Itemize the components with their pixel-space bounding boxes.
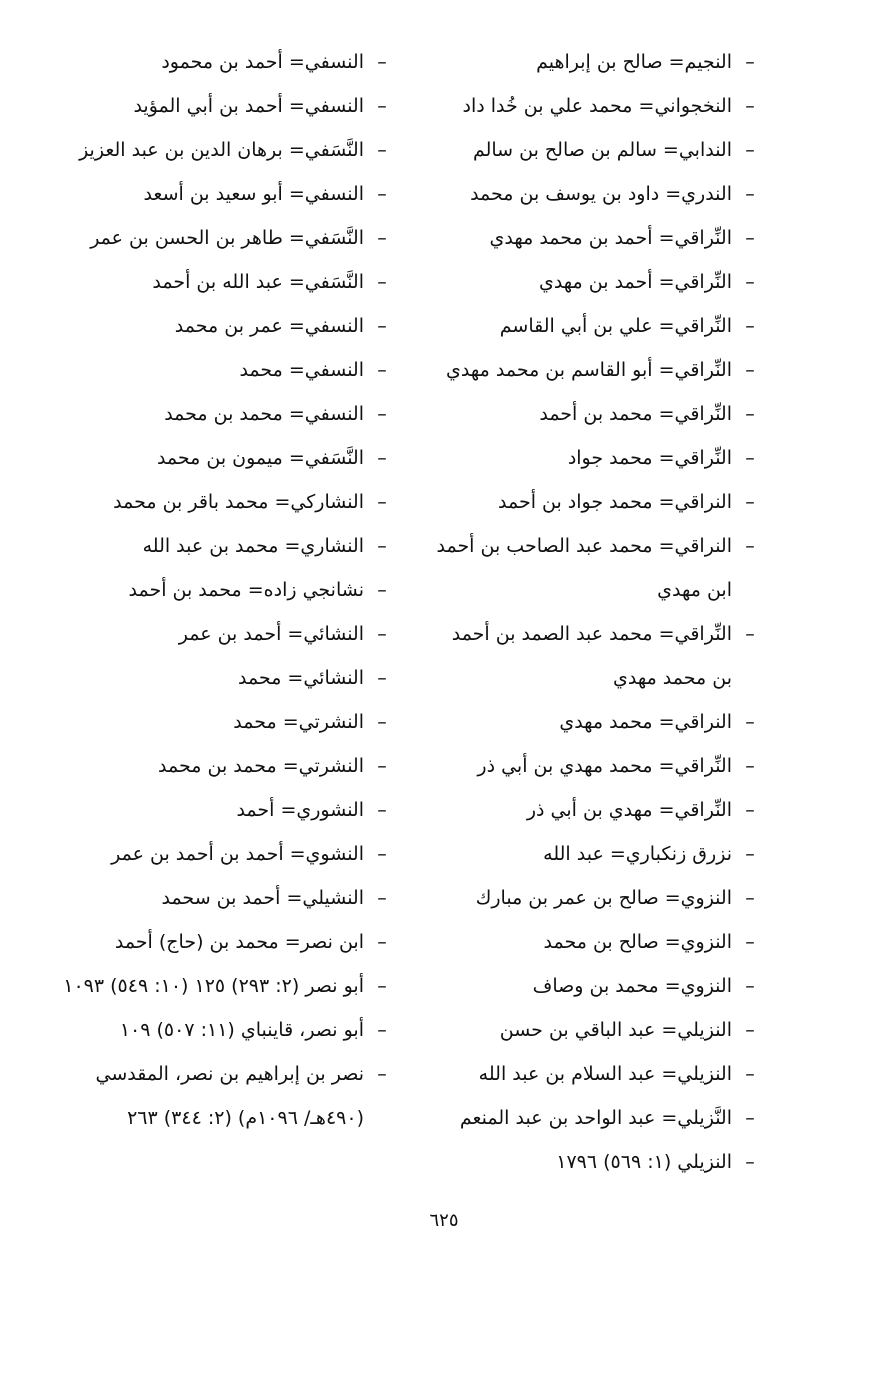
index-entry bbox=[70, 612, 390, 656]
entry-dash: – bbox=[377, 535, 387, 557]
entry-text: النسفي= أحمد بن أبي المؤيد bbox=[133, 95, 364, 117]
entry-text: النِّراقي= محمد عبد الصمد بن أحمد بن محمد مهدي bbox=[451, 623, 732, 689]
index-entry bbox=[70, 480, 390, 524]
entry-dash: – bbox=[377, 1019, 387, 1041]
entry-text: النشاري= محمد بن عبد الله bbox=[142, 535, 364, 557]
entry-text: النِّراقي= محمد جواد bbox=[567, 447, 732, 469]
page-number: ٦٢٥ bbox=[429, 1210, 459, 1231]
index-entry bbox=[70, 524, 390, 568]
entry-dash: – bbox=[745, 887, 755, 909]
entry-text: النسفي= محمد bbox=[239, 359, 364, 381]
index-entry bbox=[70, 436, 390, 480]
index-entry bbox=[70, 744, 390, 788]
index-entry bbox=[428, 700, 758, 744]
entry-text: النزيلي (١: ٥٦٩) ١٧٩٦ bbox=[556, 1151, 732, 1173]
entry-dash: – bbox=[377, 711, 387, 733]
index-entry bbox=[70, 1052, 390, 1140]
entry-dash: – bbox=[377, 579, 387, 601]
entry-text: النشوي= أحمد بن أحمد بن عمر bbox=[111, 843, 364, 865]
entry-dash: – bbox=[745, 403, 755, 425]
entry-dash: – bbox=[377, 1063, 387, 1085]
entry-text: النسفي= أبو سعيد بن أسعد bbox=[143, 183, 364, 205]
index-entry bbox=[70, 348, 390, 392]
entry-dash: – bbox=[745, 183, 755, 205]
index-entry bbox=[428, 832, 758, 876]
entry-dash: – bbox=[745, 711, 755, 733]
index-entry bbox=[428, 480, 758, 524]
index-entry bbox=[428, 876, 758, 920]
index-entry bbox=[428, 1052, 758, 1096]
entry-text: النِّراقي= أحمد بن محمد مهدي bbox=[489, 227, 732, 249]
index-entry bbox=[428, 1096, 758, 1140]
entry-text: النَّسَفي= ميمون بن محمد bbox=[156, 447, 364, 469]
entry-text: النسفي= محمد بن محمد bbox=[164, 403, 364, 425]
index-entry bbox=[70, 920, 390, 964]
entry-dash: – bbox=[745, 931, 755, 953]
entry-text: النِّراقي= محمد مهدي بن أبي ذر bbox=[477, 755, 732, 777]
index-entry bbox=[70, 876, 390, 920]
index-entry bbox=[428, 920, 758, 964]
index-entry bbox=[428, 304, 758, 348]
index-entry bbox=[70, 1008, 390, 1052]
entry-dash: – bbox=[745, 1019, 755, 1041]
index-entry bbox=[428, 788, 758, 832]
entry-dash: – bbox=[745, 51, 755, 73]
entry-dash: – bbox=[377, 623, 387, 645]
entry-text: النِّراقي= علي بن أبي القاسم bbox=[499, 315, 732, 337]
entry-dash: – bbox=[377, 139, 387, 161]
entry-dash: – bbox=[745, 271, 755, 293]
entry-text: النِّراقي= أبو القاسم بن محمد مهدي bbox=[446, 359, 732, 381]
index-entry bbox=[428, 744, 758, 788]
entry-dash: – bbox=[377, 447, 387, 469]
entry-dash: – bbox=[377, 359, 387, 381]
entry-dash: – bbox=[745, 315, 755, 337]
index-entry bbox=[428, 216, 758, 260]
entry-dash: – bbox=[745, 1063, 755, 1085]
entry-dash: – bbox=[745, 975, 755, 997]
index-entry bbox=[428, 260, 758, 304]
index-entry bbox=[70, 832, 390, 876]
entry-dash: – bbox=[745, 1107, 755, 1129]
entry-text: الندري= داود بن يوسف بن محمد bbox=[470, 183, 732, 205]
index-entry bbox=[428, 1008, 758, 1052]
entry-dash: – bbox=[377, 95, 387, 117]
entry-text: النزيلي= عبد السلام بن عبد الله bbox=[478, 1063, 732, 1085]
entry-dash: – bbox=[377, 227, 387, 249]
index-entry bbox=[70, 700, 390, 744]
index-entry bbox=[428, 172, 758, 216]
entry-dash: – bbox=[377, 975, 387, 997]
index-entry bbox=[428, 392, 758, 436]
entry-text: النشائي= محمد bbox=[237, 667, 364, 689]
entry-text: ابن نصر= محمد بن (حاج) أحمد bbox=[114, 931, 364, 953]
entry-text: النَّسَفي= طاهر بن الحسن بن عمر bbox=[90, 227, 364, 249]
index-entry bbox=[428, 612, 758, 700]
entry-dash: – bbox=[745, 623, 755, 645]
entry-dash: – bbox=[377, 843, 387, 865]
index-column-left bbox=[63, 40, 390, 1140]
entry-dash: – bbox=[745, 491, 755, 513]
index-entry bbox=[428, 84, 758, 128]
index-entry bbox=[70, 392, 390, 436]
entry-text: النشرتي= محمد bbox=[233, 711, 364, 733]
entry-dash: – bbox=[745, 447, 755, 469]
entry-text: الندابي= سالم بن صالح بن سالم bbox=[472, 139, 732, 161]
index-entry bbox=[428, 348, 758, 392]
entry-dash: – bbox=[377, 491, 387, 513]
entry-text: أبو نصر (٢: ٢٩٣) ١٢٥ (١٠: ٥٤٩) ١٠٩٣ bbox=[63, 975, 364, 997]
index-entry bbox=[428, 964, 758, 1008]
entry-text: نشانجي زاده= محمد بن أحمد bbox=[128, 579, 364, 601]
index-entry bbox=[63, 964, 390, 1008]
entry-text: النشيلي= أحمد بن سحمد bbox=[161, 887, 364, 909]
entry-text: النزوي= محمد بن وصاف bbox=[532, 975, 732, 997]
entry-dash: – bbox=[377, 403, 387, 425]
entry-text: النِّراقي= أحمد بن مهدي bbox=[538, 271, 732, 293]
index-entry bbox=[70, 304, 390, 348]
index-entry bbox=[428, 1140, 758, 1184]
entry-dash: – bbox=[377, 183, 387, 205]
entry-text: النراقي= محمد مهدي bbox=[559, 711, 732, 733]
entry-dash: – bbox=[745, 799, 755, 821]
entry-text: نزرق زنكباري= عبد الله bbox=[543, 843, 732, 865]
entry-text: أبو نصر، قاينباي (١١: ٥٠٧) ١٠٩ bbox=[119, 1019, 364, 1041]
entry-text: النخجواني= محمد علي بن خُدا داد bbox=[462, 95, 732, 117]
index-entry bbox=[428, 128, 758, 172]
entry-text: نصر بن إبراهيم بن نصر، المقدسي (٤٩٠هـ/ ١٠٩٦م) (٢: ٣٤٤) ٢٦٣ bbox=[95, 1063, 364, 1129]
entry-text: النشرتي= محمد بن محمد bbox=[158, 755, 364, 777]
entry-text: النزيلي= عبد الباقي بن حسن bbox=[499, 1019, 732, 1041]
entry-dash: – bbox=[377, 931, 387, 953]
index-entry bbox=[70, 40, 390, 84]
entry-dash: – bbox=[745, 95, 755, 117]
entry-dash: – bbox=[377, 887, 387, 909]
index-entry bbox=[428, 524, 758, 612]
index-entry bbox=[70, 84, 390, 128]
entry-text: النراقي= محمد عبد الصاحب بن أحمد ابن مهدي bbox=[436, 535, 732, 601]
index-entry bbox=[70, 172, 390, 216]
entry-dash: – bbox=[377, 51, 387, 73]
entry-text: النشاركي= محمد باقر بن محمد bbox=[113, 491, 364, 513]
index-column-right bbox=[428, 40, 758, 1184]
index-entry bbox=[70, 568, 390, 612]
entry-text: النَّسَفي= عبد الله بن أحمد bbox=[152, 271, 364, 293]
entry-dash: – bbox=[377, 667, 387, 689]
entry-dash: – bbox=[377, 315, 387, 337]
entry-dash: – bbox=[745, 1151, 755, 1173]
index-entry bbox=[70, 788, 390, 832]
entry-dash: – bbox=[745, 755, 755, 777]
entry-text: النزوي= صالح بن محمد bbox=[543, 931, 732, 953]
entry-dash: – bbox=[745, 227, 755, 249]
entry-dash: – bbox=[377, 755, 387, 777]
entry-text: النسفي= أحمد بن محمود bbox=[161, 51, 364, 73]
entry-dash: – bbox=[745, 359, 755, 381]
entry-text: النزوي= صالح بن عمر بن مبارك bbox=[475, 887, 732, 909]
entry-text: النراقي= محمد جواد بن أحمد bbox=[498, 491, 732, 513]
index-entry bbox=[70, 260, 390, 304]
entry-dash: – bbox=[745, 843, 755, 865]
entry-dash: – bbox=[377, 799, 387, 821]
entry-dash: – bbox=[377, 271, 387, 293]
entry-text: النسفي= عمر بن محمد bbox=[174, 315, 364, 337]
entry-text: النشائي= أحمد بن عمر bbox=[178, 623, 364, 645]
entry-text: النَّسَفي= برهان الدين بن عبد العزيز bbox=[79, 139, 364, 161]
entry-dash: – bbox=[745, 535, 755, 557]
entry-text: النجيم= صالح بن إبراهيم bbox=[536, 51, 732, 73]
index-entry bbox=[70, 216, 390, 260]
index-entry bbox=[70, 656, 390, 700]
index-entry bbox=[428, 436, 758, 480]
entry-text: النَّزيلي= عبد الواحد بن عبد المنعم bbox=[459, 1107, 732, 1129]
entry-text: النشوري= أحمد bbox=[236, 799, 364, 821]
index-entry bbox=[70, 128, 390, 172]
entry-text: النِّراقي= مهدي بن أبي ذر bbox=[526, 799, 732, 821]
entry-dash: – bbox=[745, 139, 755, 161]
entry-text: النِّراقي= محمد بن أحمد bbox=[539, 403, 732, 425]
index-entry bbox=[428, 40, 758, 84]
